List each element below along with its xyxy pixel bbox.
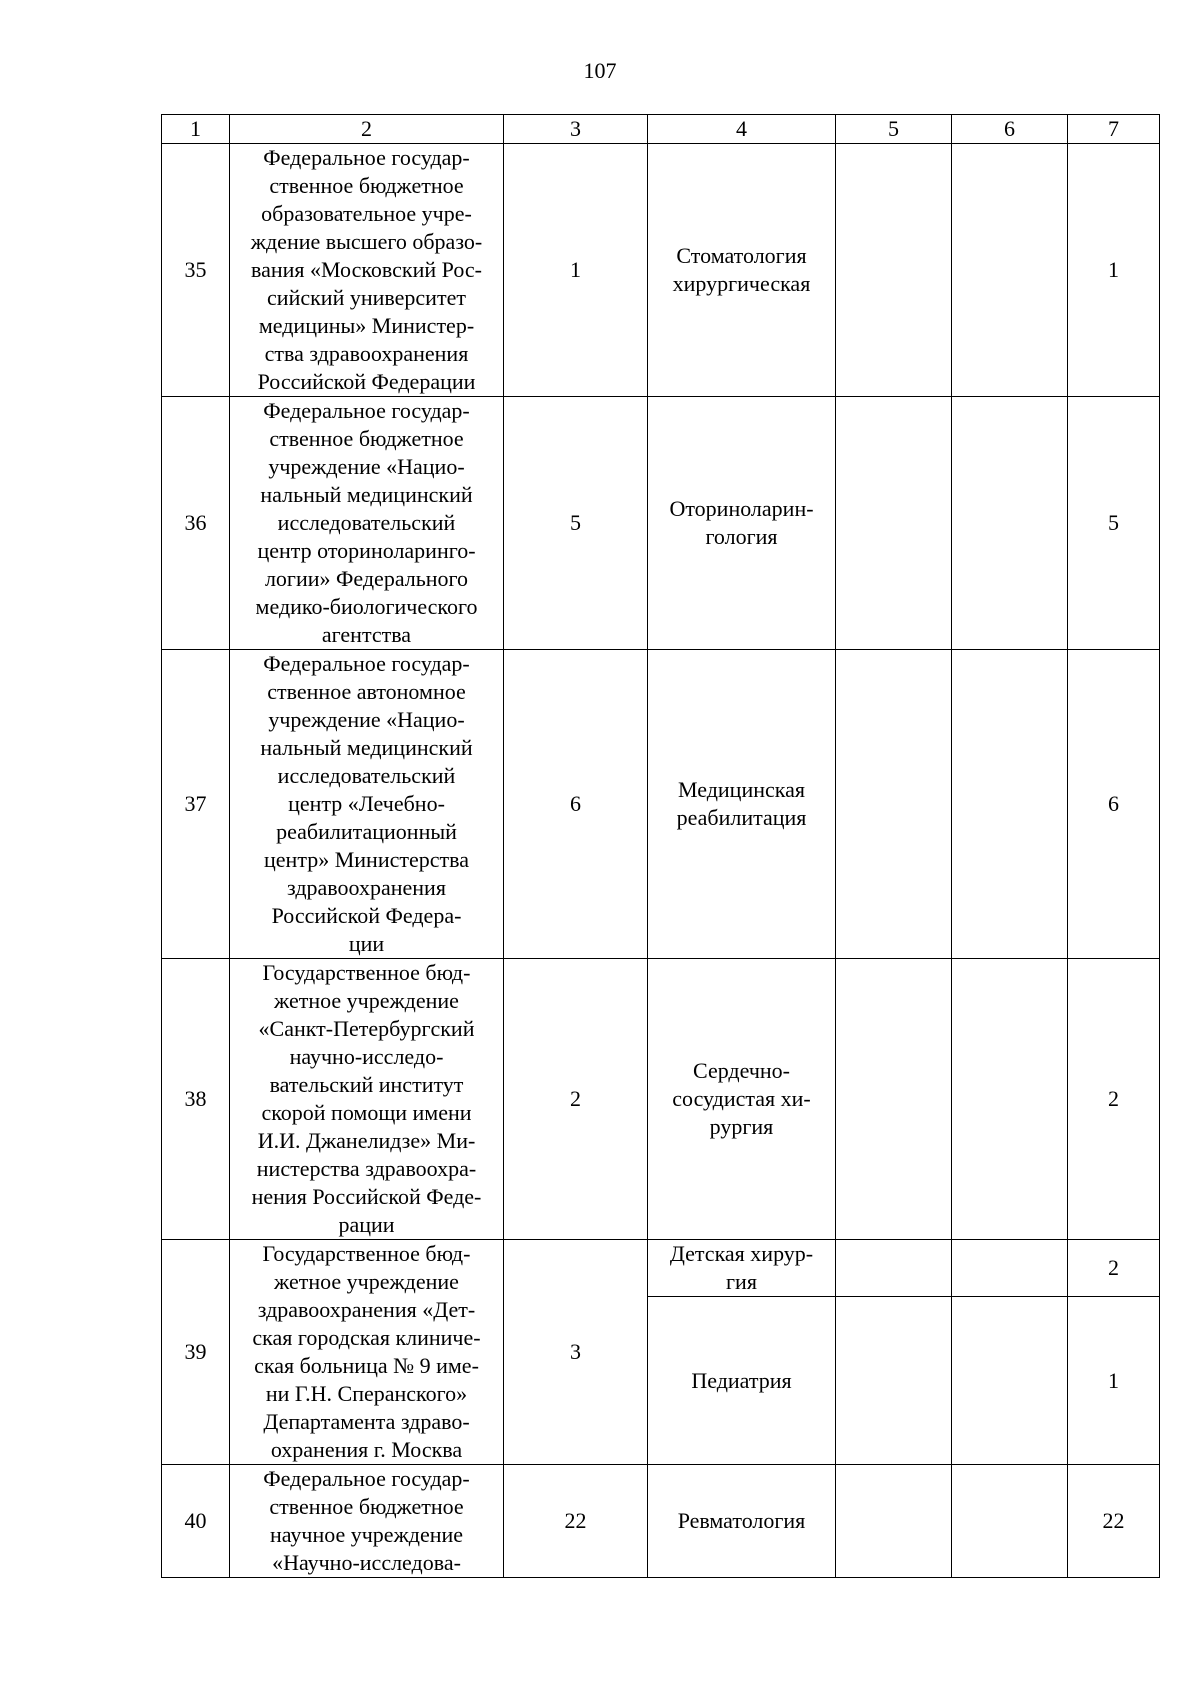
row-number: 35 <box>162 144 230 397</box>
col5-value <box>836 650 952 959</box>
organization-name: Федеральное государ- ственное автономное учреждение «Нацио- нальный медицинский исследовательский центр «Лечебно- реабилитационный центр» Министерства здравоохранения Российской Федера- ции <box>230 650 504 959</box>
page-number: 107 <box>583 58 617 83</box>
column-header: 5 <box>836 115 952 144</box>
col6-value <box>952 1240 1068 1297</box>
col6-value <box>952 144 1068 397</box>
table-row <box>162 1240 1160 1297</box>
header-row <box>162 115 1160 144</box>
col6-value <box>952 1465 1068 1578</box>
specialty-name: Детская хирур- гия <box>648 1240 836 1297</box>
col5-value <box>836 1240 952 1297</box>
organization-name: Государственное бюд- жетное учреждение здравоохранения «Дет- ская городская клиниче- ская больница № 9 име- ни Г.Н. Сперанского» Департамента здраво- охранения г. Москва <box>230 1240 504 1465</box>
col5-value <box>836 1297 952 1465</box>
specialty-name: Стоматология хирургическая <box>648 144 836 397</box>
row-number: 36 <box>162 397 230 650</box>
col6-value <box>952 650 1068 959</box>
organization-name: Федеральное государ- ственное бюджетное научное учреждение «Научно-исследова- <box>230 1465 504 1578</box>
col7-value: 5 <box>1068 397 1160 650</box>
column-header: 1 <box>162 115 230 144</box>
col5-value <box>836 1465 952 1578</box>
total-count: 6 <box>504 650 648 959</box>
table-row <box>162 650 1160 959</box>
col5-value <box>836 144 952 397</box>
specialty-name: Медицинская реабилитация <box>648 650 836 959</box>
column-header: 2 <box>230 115 504 144</box>
col5-value <box>836 959 952 1240</box>
col5-value <box>836 397 952 650</box>
col6-value <box>952 959 1068 1240</box>
organization-name: Федеральное государ- ственное бюджетное учреждение «Нацио- нальный медицинский исследовательский центр оториноларинго- логии» Федерального медико-биологического агентства <box>230 397 504 650</box>
specialty-name: Педиатрия <box>648 1297 836 1465</box>
total-count: 3 <box>504 1240 648 1465</box>
table-row <box>162 1465 1160 1578</box>
col6-value <box>952 1297 1068 1465</box>
column-header: 6 <box>952 115 1068 144</box>
total-count: 2 <box>504 959 648 1240</box>
row-number: 39 <box>162 1240 230 1465</box>
specialty-name: Оториноларин- гология <box>648 397 836 650</box>
column-header: 3 <box>504 115 648 144</box>
total-count: 5 <box>504 397 648 650</box>
row-number: 40 <box>162 1465 230 1578</box>
col7-value: 2 <box>1068 959 1160 1240</box>
col7-value: 6 <box>1068 650 1160 959</box>
table-row <box>162 959 1160 1240</box>
column-header: 4 <box>648 115 836 144</box>
specialty-name: Сердечно- сосудистая хи- рургия <box>648 959 836 1240</box>
col7-value: 1 <box>1068 144 1160 397</box>
column-header: 7 <box>1068 115 1160 144</box>
col7-value: 2 <box>1068 1240 1160 1297</box>
organization-name: Федеральное государ- ственное бюджетное образовательное учре- ждение высшего образо- вания «Московский Рос- сийский университет медицины» Министер- ства здравоохранения Российской Федерации <box>230 144 504 397</box>
row-number: 38 <box>162 959 230 1240</box>
organization-name: Государственное бюд- жетное учреждение «Санкт-Петербургский научно-исследо- вательский институт скорой помощи имени И.И. Джанелидзе» Ми- нистерства здравоохра- нения Российской Феде- рации <box>230 959 504 1240</box>
table-row <box>162 144 1160 397</box>
col7-value: 1 <box>1068 1297 1160 1465</box>
total-count: 22 <box>504 1465 648 1578</box>
col7-value: 22 <box>1068 1465 1160 1578</box>
specialty-name: Ревматология <box>648 1465 836 1578</box>
distribution-table <box>161 114 1160 1578</box>
row-number: 37 <box>162 650 230 959</box>
col6-value <box>952 397 1068 650</box>
table-row <box>162 397 1160 650</box>
total-count: 1 <box>504 144 648 397</box>
